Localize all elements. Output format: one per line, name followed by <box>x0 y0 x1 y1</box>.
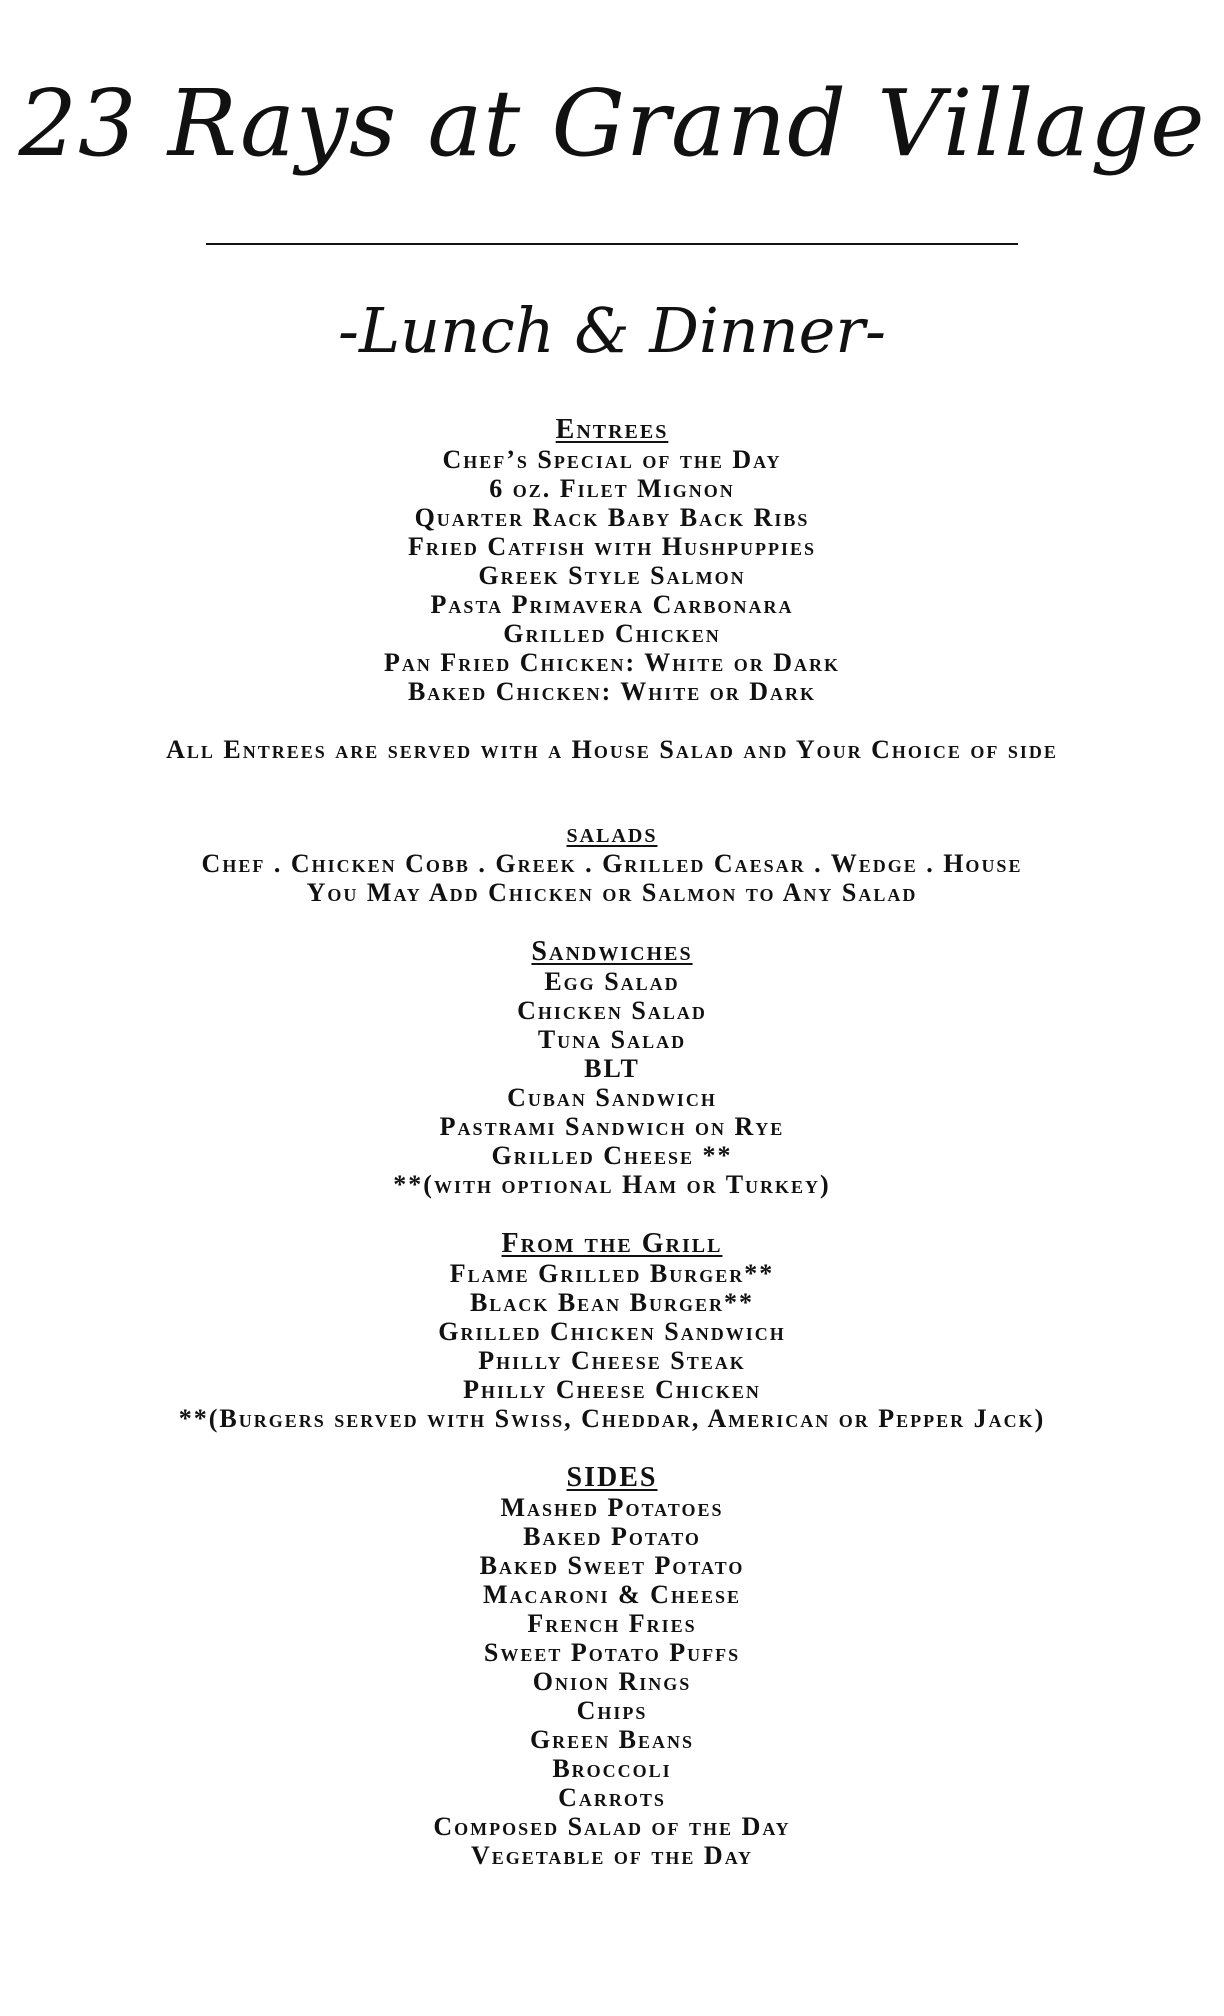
menu-item: Grilled Cheese ** <box>491 1141 733 1170</box>
menu-item: Mashed Potatoes <box>500 1493 724 1522</box>
grill-note: **(Burgers served with Swiss, Cheddar, American or Pepper Jack) <box>178 1404 1046 1433</box>
menu-item: Sweet Potato Puffs <box>483 1638 741 1667</box>
menu-item: BLT <box>584 1054 640 1083</box>
menu-item: Philly Cheese Chicken <box>463 1375 761 1404</box>
sandwiches-section <box>0 936 1224 1199</box>
menu-item: Pastrami Sandwich on Rye <box>439 1112 785 1141</box>
menu-item: Chicken Salad <box>517 996 707 1025</box>
menu-item: Fried Catfish with Hushpuppies <box>407 532 817 561</box>
entrees-heading: Entrees <box>555 414 669 445</box>
menu-item: Cuban Sandwich <box>507 1083 717 1112</box>
menu-item: Carrots <box>558 1783 666 1812</box>
sandwiches-note: **(with optional Ham or Turkey) <box>393 1170 831 1199</box>
menu-item: Black Bean Burger** <box>469 1288 755 1317</box>
menu-item: Greek Style Salmon <box>478 561 746 590</box>
menu-item: Quarter Rack Baby Back Ribs <box>414 503 810 532</box>
salads-section <box>0 818 1224 907</box>
menu-item: Egg Salad <box>544 967 680 996</box>
menu-item: Tuna Salad <box>537 1025 687 1054</box>
menu-item: 6 oz. Filet Mignon <box>489 474 735 503</box>
menu-item: Flame Grilled Burger** <box>449 1259 775 1288</box>
entrees-section <box>0 414 1224 764</box>
title-divider <box>206 243 1018 245</box>
menu-item: Macaroni & Cheese <box>482 1580 741 1609</box>
menu-item: Vegetable of the Day <box>470 1841 754 1870</box>
salads-heading: salads <box>566 818 658 849</box>
menu-item: Pasta Primavera Carbonara <box>430 590 794 619</box>
entrees-note: All Entrees are served with a House Salad and Your Choice of side <box>166 735 1058 764</box>
sandwiches-heading: Sandwiches <box>531 936 693 967</box>
menu-item: Chef’s Special of the Day <box>442 445 782 474</box>
menu-item: Onion Rings <box>532 1667 692 1696</box>
restaurant-title: 23 Rays at Grand Village <box>18 70 1206 177</box>
salads-note: You May Add Chicken or Salmon to Any Salad <box>306 878 918 907</box>
menu-item: Grilled Chicken <box>503 619 721 648</box>
menu-item: Baked Chicken: White or Dark <box>407 677 817 706</box>
menu-item: Baked Sweet Potato <box>479 1551 745 1580</box>
menu-item: Composed Salad of the Day <box>433 1812 791 1841</box>
menu-item: Pan Fried Chicken: White or Dark <box>383 648 841 677</box>
salads-list: Chef . Chicken Cobb . Greek . Grilled Caesar . Wedge . House <box>201 849 1023 878</box>
menu-body <box>0 414 1224 1870</box>
menu-subtitle: -Lunch & Dinner- <box>338 294 886 367</box>
sides-heading: SIDES <box>566 1462 658 1493</box>
menu-item: Philly Cheese Steak <box>478 1346 746 1375</box>
menu-item: French Fries <box>527 1609 697 1638</box>
sides-section <box>0 1462 1224 1870</box>
menu-item: Grilled Chicken Sandwich <box>438 1317 786 1346</box>
grill-section <box>0 1228 1224 1433</box>
menu-item: Green Beans <box>529 1725 695 1754</box>
menu-item: Chips <box>576 1696 648 1725</box>
grill-heading: From the Grill <box>501 1228 723 1259</box>
menu-item: Broccoli <box>552 1754 672 1783</box>
menu-item: Baked Potato <box>523 1522 701 1551</box>
